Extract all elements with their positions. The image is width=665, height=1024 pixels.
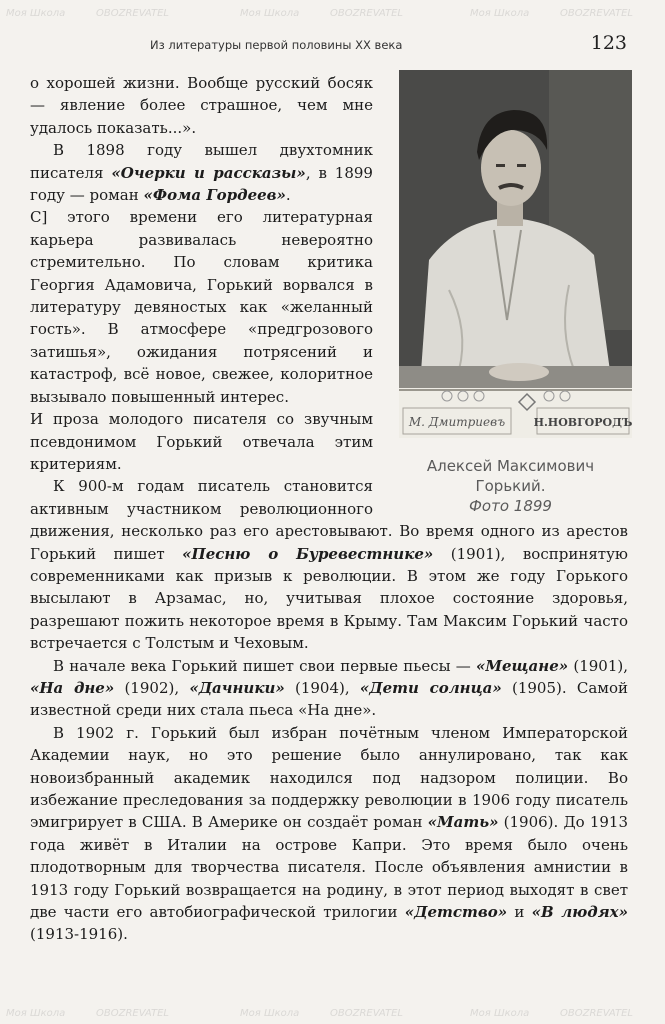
article-body — [30, 72, 632, 946]
photographer-plate — [399, 388, 632, 438]
paragraph-2-text: . — [285, 186, 291, 205]
page-header — [0, 28, 665, 58]
work-title-detstvo: «Детство» — [404, 903, 508, 922]
watermark: Моя Школа — [6, 8, 66, 19]
work-title-mat: «Мать» — [427, 813, 499, 832]
caption-name-line2: Горький. — [475, 477, 546, 495]
paragraph-1: о хорошей жизни. Вообще русский босяк — явление более страшное, чем мне удалось показать...». — [30, 74, 373, 137]
work-title-dachniki: «Дачники» — [189, 678, 285, 697]
paragraph-2-text: В 1898 году вышел двухтомник писателя — [30, 141, 373, 182]
watermark: OBOZREVATEL — [96, 8, 169, 19]
paragraph-7 — [30, 722, 628, 946]
work-title-meshchane: «Мещане» — [476, 656, 569, 675]
portrait-figure — [387, 70, 634, 518]
watermark: OBOZREVATEL — [560, 1008, 633, 1019]
watermark: OBOZREVATEL — [96, 1008, 169, 1019]
portrait-caption — [387, 456, 634, 516]
work-title-v-lyudyakh: «В людях» — [531, 903, 628, 922]
paragraph-6 — [30, 655, 628, 722]
paragraph-6-text: (1905). Самой известной среди них стала пьеса «На дне». — [30, 678, 628, 720]
paragraph-5-text: К 900-м годам писатель становится активным участником революционного движения, несколько раз его арестовывают. Во время одного из арестов Горький пишет — [30, 477, 628, 563]
paragraph-6-text: (1904), — [284, 678, 360, 697]
page-number: 123 — [590, 32, 627, 54]
paragraph-2-text: , в 1899 году — роман — [30, 163, 373, 205]
portrait-illustration — [399, 70, 632, 438]
work-title-burevestnik: «Песню о Буревестнике» — [182, 544, 434, 563]
paragraph-6-text: В начале века Горький пишет свои первые пьесы — — [53, 656, 477, 675]
plate-left-text: М. Дмитриевъ — [408, 415, 506, 429]
paragraph-5-text: (1901), воспринятую современниками как призыв к революции. В этом же году Горького высылают в Арзамас, но, учитывая плохое состояние здоровья, разрешают пожить некоторое время в Крыму. Там Максим Горький часто встречается с Толстым и Чеховым. — [30, 544, 628, 653]
caption-name-line1: Алексей Максимович — [426, 457, 595, 475]
watermark: Моя Школа — [240, 1008, 300, 1019]
paragraph-6-text: (1902), — [114, 678, 190, 697]
running-title: Из литературы первой половины XX века — [150, 38, 403, 52]
paragraph-7-text: (1906). До 1913 года живёт в Италии на острове Капри. Это время было очень плодотворным для творчества писателя. После объявления амнистии в 1913 году Горький возвращается на родину, в этот период выходят в свет две части его автобиографической трилогии — [30, 813, 629, 922]
paragraph-7-text: В 1902 г. Горький был избран почётным членом Императорской Академии наук, но это решение было аннулировано, так как новоизбранный академик находился под надзором полиции. Во избежание преследования за поддержку революции в 1906 году писатель эмигрирует в США. В Америке он создаёт роман — [30, 723, 628, 832]
plate-right-text: Н.НОВГОРОДЪ — [533, 416, 632, 429]
caption-date: Фото 1899 — [469, 497, 552, 515]
watermark: OBOZREVATEL — [560, 8, 633, 19]
paragraph-7-text: и — [507, 903, 532, 922]
work-title-ocherki: «Очерки и рассказы» — [111, 163, 306, 182]
watermark: Моя Школа — [6, 1008, 66, 1019]
work-title-deti-solntsa: «Дети солнца» — [359, 678, 502, 697]
watermark: OBOZREVATEL — [330, 8, 403, 19]
gorky-portrait-photo — [399, 70, 632, 438]
paragraph-6-text: (1901), — [568, 656, 628, 675]
watermark: OBOZREVATEL — [330, 1008, 403, 1019]
watermark: Моя Школа — [470, 1008, 530, 1019]
watermark: Моя Школа — [470, 8, 530, 19]
work-title-foma-gordeev: «Фома Гордеев» — [143, 186, 286, 205]
paragraph-7-text: (1913-1916). — [30, 925, 128, 944]
watermark: Моя Школа — [240, 8, 300, 19]
paragraph-4: И проза молодого писателя со звучным псевдонимом Горький отвечала этим критериям. — [30, 410, 373, 473]
paragraph-3: С] этого времени его литературная карьера развивалась невероятно стремительно. По словам критика Георгия Адамовича, Горький ворвался в литературу девяностых как «желанный гость». В атмосфере «предгрозового затишья», ожидания потрясений и катастроф, всё новое, свежее, колоритное вызывало повышенный интерес. — [30, 208, 373, 406]
work-title-na-dne: «На дне» — [30, 678, 115, 697]
